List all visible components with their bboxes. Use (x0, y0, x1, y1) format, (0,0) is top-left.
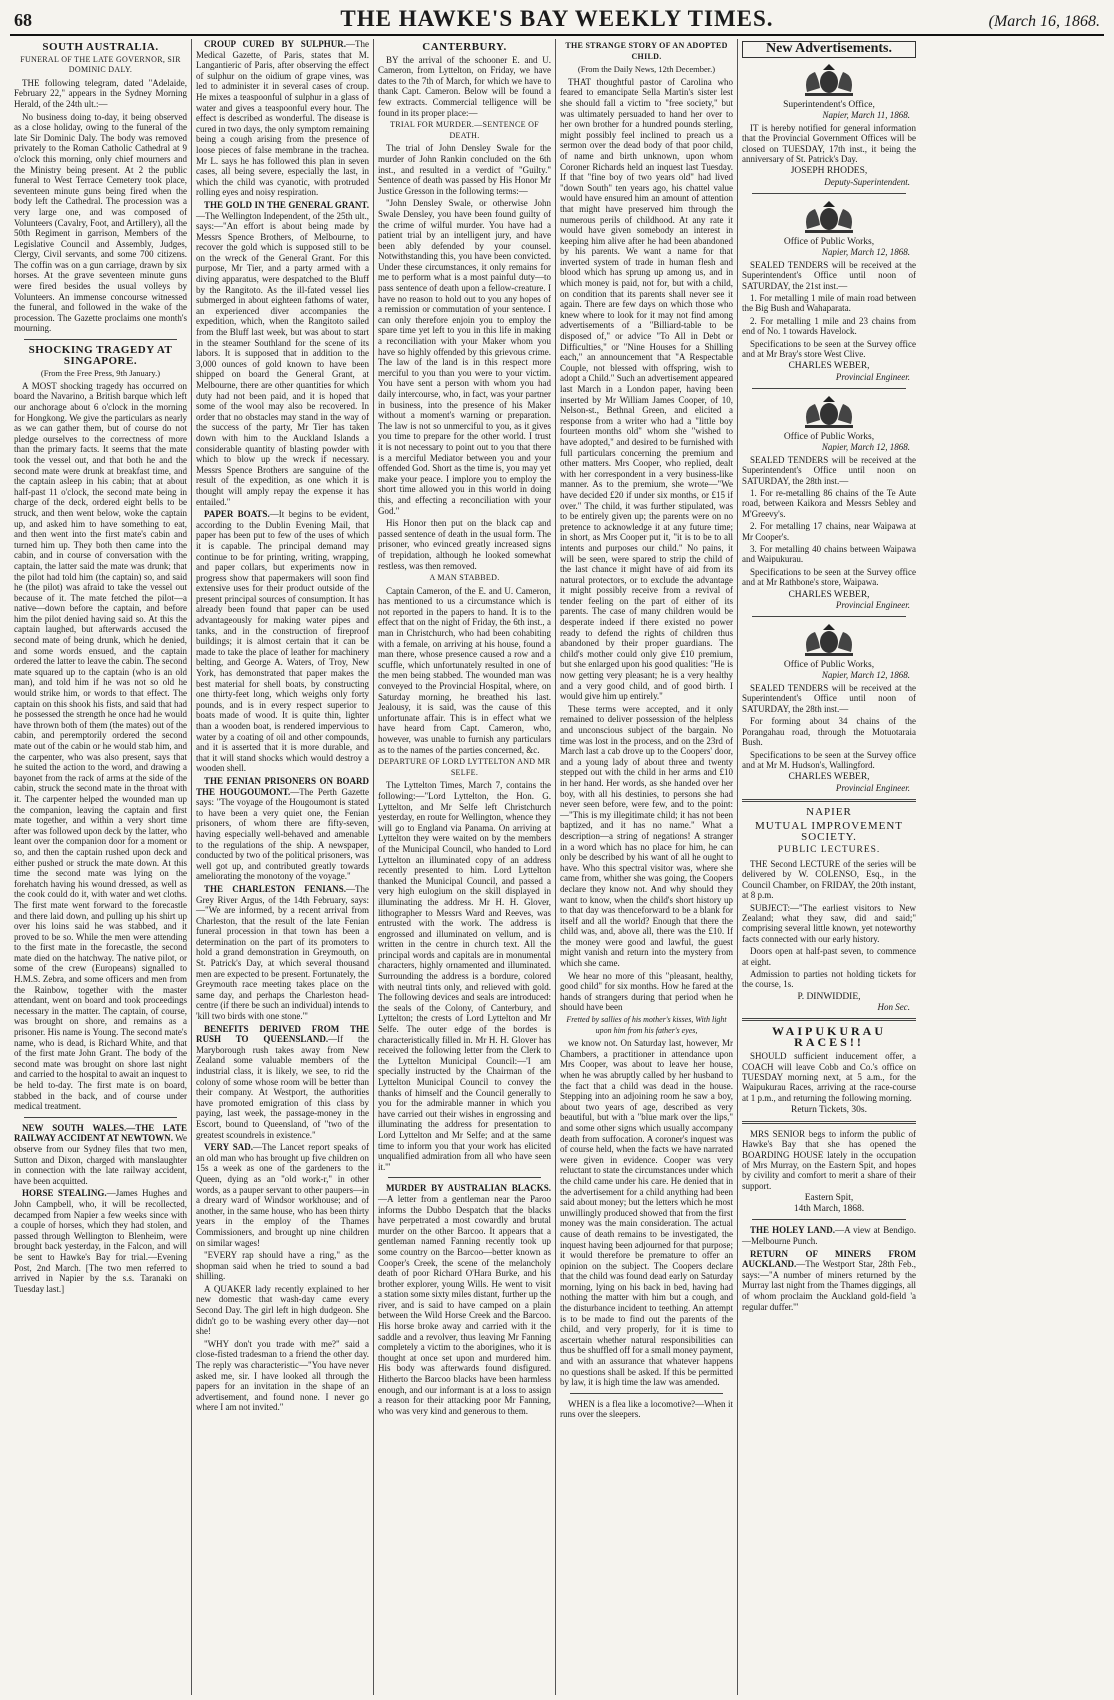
ad-body: SEALED TENDERS will be received at the Superintendent's Office until noon on SATURDAY, the 28th inst.— (742, 454, 916, 486)
ad-signature-title: Deputy-Superintendent. (824, 177, 910, 187)
article-paragraph: we know not. On Saturday last, however, Mr Chambers, a practitioner in attendance upon Mrs Cooper, was about to leave her house, when he was abruptly called by her husband to the fact that a child was dead in the house. Stepping into an adjoining room he saw a boy, about two years of age, described as very beautiful, but with a "blue mark over the lips," and some other signs which usually accompany death from suffocation. A coroner's inquest was of course held, when the facts we have narrated were given in evidence. Cooper was very reluctant to state the circumstances under which the child came under his care. He denied that in the advertisement for a child anything had been said about money; but the letters which he most unwillingly produced showed that from the first money was the main consideration. The actual cause of death remains to be investigated, the inquest having been adjourned for that purpose; it would therefore be premature to offer an opinion on the subject. The Coopers declare that the child was found dead early on Saturday morning, lying on his back in bed, having had nothing the matter with him but a cough, and the disturbance incident to teething. An attempt is to be made to find out the parents of the child, and very properly, for it is time to ascertain whether natural responsibilities can thus be shuffled off for a small money payment, and with an assurance that whatever happens no questions shall be asked. If this be permitted by law, it is high time the law was amended. (560, 1038, 733, 1388)
ad-date: Napier, March 12, 1868. (821, 442, 910, 453)
ad-list-item: 2. For metalling 17 chains, near Waipawa at Mr Cooper's. (742, 521, 916, 542)
news-item: VERY SAD.—The Lancet report speaks of an old man who has brought up five children on 15s a week as one of the gardeners to the Queen, dying as an "old work-r," in other words, as a pauper servant to other paupers—in a dreary ward of Windsor workhouse; and of another, in the same house, who has been thirty years in the employ of the Thames Commissioners, and brought up nine children on similar wages! (196, 1142, 369, 1248)
ad-office: Office of Public Works, (783, 431, 875, 442)
news-item: HORSE STEALING.—James Hughes and John Campbell, who, it will be recollected, decamped from Napier a few weeks since with a couple of horses, which they had stolen, and passed through Wellington to Blenheim, were brought back yesterday, in the Falcon, and will be sent to Hawke's Bay for trial.—Evening Post, 2nd March. [The two men referred to arrived in Napier by the s.s. Taranaki on Tuesday last.] (14, 1188, 187, 1294)
joke: WHEN is a flea like a locomotive?—When it runs over the sleepers. (560, 1398, 733, 1420)
article-paragraph: Captain Cameron, of the E. and U. Cameron, has mentioned to us a circumstance which is not reported in the papers to hand. It is to the effect that on the night of Friday, the 6th inst., a man in Christchurch, who had been cohabiting with a female, on arriving at his house, found a man there, whose presence caused a row and a scuffle, which unfortunately resulted in one of the men being stabbed. The wounded man was conveyed to the Provincial Hospital, where, on Saturday morning, he breathed his last. Jealousy, it is said, was the cause of this unfortunate affair. This is in effect what we have heard from Capt. Cameron, who, however, was unable to furnish any particulars as to the names of the parties concerned, &c. (378, 585, 551, 755)
ad-date: Napier, March 12, 1868. (821, 670, 910, 681)
newspaper-title: THE HAWKE'S BAY WEEKLY TIMES. (340, 6, 774, 31)
ad-body: Doors open at half-past seven, to commence at eight. (742, 946, 916, 967)
ad-date: Napier, March 11, 1868. (822, 110, 910, 121)
column-1 (10, 39, 192, 1695)
ad-signature-title: Provincial Engineer. (835, 782, 910, 793)
ad-body: Specifications to be seen at the Survey office and at Mr M. Hudson's, Wallingford. (742, 749, 916, 770)
column-5 (738, 39, 920, 1695)
sub-heading: TRIAL FOR MURDER.—SENTENCE OF DEATH. (390, 120, 539, 140)
section-heading: SHOCKING TRAGEDY AT SINGAPORE. (28, 344, 173, 367)
divider (752, 616, 906, 617)
ad-signature: P. DINWIDDIE, (797, 991, 861, 1002)
ad-body: Specifications to be seen at the Survey office and at Mr Bray's store West Clive. (742, 338, 916, 360)
divider (570, 1393, 723, 1394)
news-item: A QUAKER lady recently explained to her new domestic that wash-day came every Second Day. The girl left in high dudgeon. She didn't go to be washing every other day—not she! (196, 1283, 369, 1337)
advertisement (742, 622, 916, 794)
ad-signature: CHARLES WEBER, (788, 361, 870, 372)
section-heading: THE STRANGE STORY OF AN ADOPTED CHILD. (565, 41, 728, 61)
ad-date: Napier, March 12, 1868. (821, 247, 910, 258)
sub-heading: DEPARTURE OF LORD LYTTELTON AND MR SELFE. (378, 757, 551, 777)
columns (10, 39, 1104, 1695)
divider (24, 1117, 177, 1118)
ad-office: Office of Public Works, (783, 659, 875, 670)
ad-body: IT is hereby notified for general information that the Provincial Government Offices will be closed on TUESDAY, 17th inst., it being the anniversary of St. Patrick's Day. (742, 122, 916, 164)
ad-signature-title: Provincial Engineer. (835, 372, 910, 383)
ad-body: SHOULD sufficient inducement offer, a COACH will leave Cobb and Co.'s office on TUESDAY morning next, at 5 a.m., for the Waipukurau Races, arriving at the race-course at 1 p.m., and returning the following morning. (742, 1051, 916, 1103)
divider (752, 1219, 906, 1220)
ad-signature-title: Hon Sec. (877, 1002, 910, 1013)
news-item: "WHY don't you trade with me?" said a close-fisted tradesman to a friend the other day. The reply was characteristic—"You have never asked me, sir. I have looked all through the papers for an invitation in the shape of an advertisement, and found none. I never go where I am not invited." (196, 1338, 369, 1413)
divider (388, 1177, 541, 1178)
article-paragraph: BY the arrival of the schooner E. and U. Cameron, from Lyttelton, on Friday, we have dates to the 7th of March, for which we have to thank Capt. Cameron. Below will be found a few extracts. Commercial telligence will be found in its proper place:— (378, 54, 551, 118)
advertisement (742, 199, 916, 383)
divider (752, 388, 906, 389)
section-heading: SOUTH AUSTRALIA. (42, 41, 159, 53)
ad-signature-title: Provincial Engineer. (835, 600, 910, 611)
ad-body: SUBJECT:—"The earliest visitors to New Zealand; what they saw, did and said;" comprising several little known, yet noteworthy facts connected with our early history. (742, 902, 916, 944)
article-paragraph: THE following telegram, dated "Adelaide, February 22," appears in the Sydney Morning Herald, of the 24th ult.:— (14, 77, 187, 109)
royal-crest-icon (799, 394, 859, 430)
divider (742, 1121, 916, 1124)
article-paragraph: The Lyttelton Times, March 7, contains the following:—"Lord Lyttelton, the Hon. G. Lyttelton, and Mr Selfe left Christchurch yesterday, en route for Wellington, whence they will go to England via Panama. On arriving at Lyttelton they were waited on by the members of the Municipal Council, who handed to Lord Lyttelton an illuminated copy of an address recently presented to him. Lord Lyttelton thanked the Municipal Council, and passed a very high eulogium on the skill displayed in illuminating the address. Mr H. H. Glover, lithographer to Messrs Ward and Reeves, was entrusted with the work. The address is engrossed and illuminated on vellum, and is written in the centre in church text. All the principal words and capitals are in monumental characters, highly ornamented and illuminated. Surrounding the address is a bordure, colored with neutral tints only, and relieved with gold. The following devices and seals are introduced: the seals of the Colony, of Canterbury, and Lyttelton; the crests of Lord Lyttelton and Mr Selfe. The outer edge of the bordes is characteristically filled in. Mr H. H. Glover has received the following letter from the Clerk to the Lyttelton Municipal Council:—'I am specially instructed by the Chairman of the Lyttelton Municipal Council to convey the thanks of himself and the Council generally to you for the admirable manner in which you have carried out their wishes in engrossing and illuminating the address for presentation to Lord Lyttelton and Mr Selfe; and at the same time to inform you that your work has elicited unqualified admiration from all who have seen it.'" (378, 780, 551, 1172)
ad-date: 14th March, 1868. (793, 1203, 865, 1214)
article-paragraph: We hear no more of this "pleasant, healthy, good child" for six months. How he fared at the hands of strangers during that period when he should have been (560, 970, 733, 1013)
ad-body: Admission to parties not holding tickets for the course, 1s. (742, 968, 916, 990)
divider (742, 1018, 916, 1021)
ad-title: WAIPUKURAU RACES!! (772, 1023, 886, 1049)
news-item: CROUP CURED BY SULPHUR.—The Medical Gazette, of Paris, states that M. Langantieric of Paris, after observing the effect of sulphur on the oidium of grape vines, was led to administer it in several cases of croup. He mixes a teaspoonful of sulphur in a glass of water and gives a teaspoonful every hour. The effect is described as wonderful. The disease is cured in two days, the only symptom remaining being a cough arising from the presence of loose pieces of false membrane in the trachea. Mr L. says he has followed this plan in seven cases, all being severe, especially the last, in which the child was cyanotic, with protruded rolling eyes and noisy respiration. (196, 39, 369, 198)
advertisement (742, 394, 916, 611)
ad-signature: JOSEPH RHODES, (790, 166, 868, 177)
masthead (10, 6, 1104, 36)
source-line: (From the Free Press, 9th January.) (40, 368, 161, 379)
ad-office: Office of Public Works, (783, 236, 875, 247)
ad-list-item: 1. For metalling 1 mile of main road between the Big Bush and Wahaparata. (742, 293, 916, 314)
ad-signature: CHARLES WEBER, (788, 589, 870, 600)
advertisement (742, 1023, 916, 1116)
advertisement (742, 1129, 916, 1215)
ad-list-item: 2. For metalling 1 mile and 23 chains from end of No. 1 towards Havelock. (742, 315, 916, 337)
advertisement (742, 62, 916, 188)
ad-body: Specifications to be seen at the Survey office and at Mr Rathbone's store, Waipawa. (742, 566, 916, 588)
ad-body: SEALED TENDERS will be received at the Superintendent's Office until noon of SATURDAY, the 21st inst.— (742, 259, 916, 291)
ad-list-item: For forming about 34 chains of the Porangahau road, through the Motuotaraia Bush. (742, 716, 916, 748)
news-item: MURDER BY AUSTRALIAN BLACKS.—A letter from a gentleman near the Paroo informs the Dubbo Despatch that the blacks have perpetrated a most cowardly and brutal murder on the other Barcoo. It appears that a gentleman named Fanning recently took up some country on the Barcoo—better known as Cooper's Creek, the scene of the melancholy death of poor Richard O'Hara Burke, and his brother explorer, young Wills. He went to visit a station some sixty miles distant, further up the river, and is said to have camped on a plain between the Wild Horse Creek and the Barcoo. His horse broke away and carried with it the saddle and a revolver, thus leaving Mr Fanning completely a victim to the aborigines, who it is thought at once set upon and murdered him. His body was afterwards found disfigured. Hitherto the Barcoo blacks have been harmless enough, and our informant is at a loss to assign a reason for their attacking poor Mr Fanning, who was very kind and generous to them. (378, 1183, 551, 1416)
article-paragraph: No business doing to-day, it being observed as a close holiday, owing to the funeral of the late Sir Dominic Daly. The body was removed privately to the Roman Catholic Cathedral at 9 o'clock this morning, only chief mourners and the Ministry being present. At 2 the public funeral to West Terrace Cemetery took place, seventeen minute guns being fired when the body left the Cathedral. The procession was a very large one, and was composed of Volunteers (Cavalry, Foot, and Artillery), all the 50th Regiment in garrison, Members of the Legislative Council and Assembly, Judges, Clergy, Civil servants, and some 700 citizens. The coffin was on a gun carriage, drawn by six horses. At the grave seventeen minute guns were fired besides the usual volleys by Volunteers. An immense concourse witnessed the funeral, and followed in the wake of the procession. The Gazette proclaims one month's mourning. (14, 111, 187, 334)
article-paragraph: The trial of John Densley Swale for the murder of John Rankin concluded on the 6th inst., and resulted in a verdict of "Guilty." Sentence of death was passed by His Honor Mr Justice Gresson in the following terms:— (378, 143, 551, 196)
ad-title: NAPIER (806, 805, 852, 818)
column-4 (556, 39, 738, 1695)
royal-crest-icon (799, 199, 859, 235)
news-item: NEW SOUTH WALES.—THE LATE RAILWAY ACCIDENT AT NEWTOWN. We observe from our Sydney files that two men, Sutton and Dixon, charged with manslaughter in connection with the late railway accident, have been acquitted. (14, 1122, 187, 1186)
ad-signature: CHARLES WEBER, (788, 772, 870, 783)
ad-list-item: 3. For metalling 40 chains between Waipawa and Waipukurau. (742, 544, 916, 565)
article-paragraph: THAT thoughtful pastor of Carolina who feared to emancipate Sella Martin's sister lest she should fall a victim to "free society," but was ultimately persuaded to hand her over to her own brother for a hundred pounds sterling, might possibly feel inclined to preach us a sermon over the dead body of that poor child, of name and birth unknown, upon whom Coroner Richards held an inquest last Tuesday. If that "fine boy of two years old" had lived "down South" ten years ago, his chattel value would have ensured him an amount of attention that might have preserved him through the numerous perils of childhood. At any rate it would have given somebody an interest in keeping him alive after he had been abandoned by his parents. We want a name for that inverted system of trade in human flesh and blood which has sprung up among us, and in which money is paid, not for, but with a child, on condition that its parents shall never see it again. There are few days on which those who knew where to look for it may not find among advertisements of a "Billiard-table to be disposed of," or advice "To All in Debt or Difficulties," or "Nine Houses for a Shilling each," an announcement that "A Respectable Couple, not blessed with offspring, wish to adopt a Child." Such an advertisement appeared last March in a London paper, having been inserted by Mr William James Cooper, of 10, Nelson-st., Bethnal Green, and elicited a response from a writer who had a "little boy fourteen months old" whom she "wished to have adopted," and desired to be furnished with full particulars concerning the premium and other matters. Mrs Cooper, who replied, dealt with her correspondent in a very business-like manner. As to the premium, she wrote—"We have decided £20 if under six months, or £15 if over." The child, it was further stipulated, was to be entirely given up; the parents were on no pretence to acknowledge it at any future time; in short, as Mrs Cooper put it, "it is to be to all intents and purposes our child." No pains, it will be seen, were spared to strip the child of the last chance it might have of aid from its natural protectors, or to exclude the advantage it might possibly receive from a revival of tender feeling on the part of either of its parents. The case of many children would be desperate indeed if there existed no power ready to defend the rights of children thus abandoned by their proper guardians. The child's mother could only give £10 premium, but she enlarged upon his good qualities: "He is now getting very pleasant; he is a very healthy and a very good child, and of good birth. I would give him up entirely." (560, 76, 733, 702)
divider (742, 799, 916, 802)
news-item: RETURN OF MINERS FROM AUCKLAND.—The Westport Star, 28th Feb., says:—"A number of miners returned by the Murray last night from the Thames diggings, all of whom proclaim the Auckland gold-field 'a regular duffer.'" (742, 1248, 916, 1312)
article-paragraph: His Honor then put on the black cap and passed sentence of death in the usual form. The prisoner, who evinced greatly increased signs of trepidation, although he looked somewhat restless, was then removed. (378, 518, 551, 571)
divider (24, 339, 177, 340)
news-item: THE HOLEY LAND.—A view at Bendigo.—Melbourne Punch. (742, 1225, 916, 1246)
column-2 (192, 39, 374, 1695)
issue-date: (March 16, 1868. (988, 13, 1100, 30)
news-item: THE FENIAN PRISONERS ON BOARD THE HOUGOUMONT.—The Perth Gazette says: "The voyage of the Hougoumont is stated to have been a very quiet one, the Fenian prisoners, of whom there are fifty-seven, having especially well-behaved and amenable to the regulations of the ship. A newspaper, conducted by two of the political prisoners, was well got up, and contributed greatly towards ameliorating the monotony of the voyage." (196, 775, 369, 882)
divider (752, 193, 906, 194)
ad-body: MRS SENIOR begs to inform the public of Hawke's Bay that she has opened the BOARDING HOUSE lately in the occupation of Mrs Murray, on the Eastern Spit, and hopes by civility and comfort to merit a share of their support. (742, 1128, 916, 1191)
news-item: "EVERY rap should have a ring," as the shopman said when he tried to sound a bad shilling. (196, 1250, 369, 1282)
sub-heading: FUNERAL OF THE LATE GOVERNOR, SIR DOMINIC DALY. (20, 54, 181, 75)
source-line: (From the Daily News, 12th December.) (577, 64, 716, 75)
advertisements-heading: New Advertisements. (742, 41, 916, 58)
royal-crest-icon (799, 62, 859, 98)
column-3 (374, 39, 556, 1695)
article-paragraph: A MOST shocking tragedy has occurred on board the Navarino, a British barque which left our anchorage about 6 o'clock in the morning for Hongkong. We give the particulars as nearly as we can gather them, but of course do not pledge ourselves to the correctness of more than the primary facts. It seems that the mate took the vessel out, and that both he and the second mate were drunk at breakfast time, and the captain asleep in his cabin; that at about half-past 11 o'clock, the second mate being in charge of the deck, ordered eight bells to be struck, and then went below, woke the captain up, and asked him to have something to eat, and then went into the first mate's cabin and turned him up. They both then came into the cabin, and in course of conversation with the captain, the latter said the mate was drunk; that the pilot had told him (the captain) so, and said he (the pilot) was afraid to take the vessel out because of it. The mate fetched the pilot—a native—down before the captain, and before him the pilot denied having said so. At this the captain laughed, but afterwards accused the second mate of being drunk, which he denied, and some words ensued, and the captain ordered the latter to leave the cabin. The second mate squared up to the captain (who is an old man), and told him if he was not so old he would strike him, or words to that effect. The captain on this shook his fists, and said that had he possessed the strength he once had he would have thrown both of them (the mates) out of the cabin, and peremptorily ordered the second mate out of the cabin or he would stab him, and the carpenter, who was also present, says that he suited the action to the word, and drawing a bayonet from the rack of arms at the side of the cabin, struck the second mate in the throat with it. The carpenter helped the wounded man up the companion, leaving the captain and first mate together, and within a very short time after was followed upon deck by the latter, who leant over the companion door for a moment or so, and then the captain rushed upon deck and either pushed or struck the mate down. At this time the second mate was lying on the forehatch having his wound dressed, as well as the cook could do it, with water and wet cloths. The first mate went forward to the forecastle and there laid down, and pulling up his shirt up over his loins said he was stabbed, and it proved to be so. While the men were attending to the first mate in the forecastle, the second mate died on the hatchway. The native pilot, or some of the crew (Europeans) signalled to H.M.S. Zebra, and some officers and men from the Rainbow, together with the master attendant, went on board and took proceedings necessary in the matter. The captain, of course, was brought on shore, and remains as a prisoner. His name is Young. The second mate's name, who is dead, is Richard White, and that of the first mate John Grant. The body of the second mate was brought on shore last night and carried to the hospital to await an inquest to be held to-day. The first mate is on board, stabbed in the back, and of course under medical treatment. (14, 380, 187, 1112)
news-item: PAPER BOATS.—It begins to be evident, according to the Dublin Evening Mail, that paper has been put to few of the uses of which it is capable. The principal demand may continue to be for printing, writing, wrapping, and paper collars, but experiments now in progress show that papermakers will soon find extensive uses for their product outside of the present principal sources of consumption. It has already been found that paper can be used advantageously for making water pipes and tanks, and in the construction of fireproof buildings; it is almost certain that it can be made to take the place of leather for machinery belting, and George A. Waters, of Troy, New York, has demonstrated that paper makes the best material for shell boats, by constructing one thirty-feet long, which weighs only forty pounds, and is in every respect superior to boats made of wood. It is quite thin, lighter than a wooden boat, is rendered impervious to water by a coating of oil and other compounds, and it is asserted that it is more durable, and that it will stand shocks which would destroy a wooden shell. (196, 509, 369, 774)
ad-list-item: 1. For re-metalling 86 chains of the Te Aute road, between Kaikora and Messrs Sebley and M'Greevy's. (742, 488, 916, 519)
section-heading: CANTERBURY. (422, 41, 507, 53)
news-item: THE GOLD IN THE GENERAL GRANT.—The Wellington Independent, of the 25th ult., says:—"An effort is about being made by Messrs Spence Brothers, of Melbourne, to recover the gold which is supposed still to be on the wreck of the General Grant. For this purpose, Mr Tier, and a party armed with a diving apparatus, were despatched to the Bluff by the Rangitoto. As the ill-fated vessel lies submerged in about eighteen fathoms of water, an experienced diver accompanies the expedition, which, when the Rangitoto sailed from the Bluff last week, but was about to start in the steamer Southland for the scene of its labors. It is supposed that in addition to the 3,000 ounces of gold known to have been shipped on board the General Grant, at Melbourne, there are other quantities for which duty had not been paid, and it is hoped that some of the wool may also be recovered. In order that no obstacles may stand in the way of the success of the party, Mr Tier has taken down with him to the Auckland Islands a considerable quantity of blasting powder with which to blow up the wreck if necessary. Messrs Spence Brothers are sanguine of the result of the expedition, as one which it is thought will amply repay the expense it has entailed." (196, 199, 369, 507)
advertisement (742, 807, 916, 1013)
royal-crest-icon (799, 622, 859, 658)
ad-body: Return Tickets, 30s. (790, 1105, 867, 1116)
ad-body: THE Second LECTURE of the series will be delivered by W. COLENSO, Esq., in the Council Chamber, on FRIDAY, the 20th instant, at 8 p.m. (742, 858, 916, 901)
article-paragraph: "John Densley Swale, or otherwise John Swale Densley, you have been found guilty of the crime of wilful murder. You have had a patient trial by an intelligent jury, and have been ably defended by your counsel. Notwithstanding this, you have been convicted. Under these circumstances, it only remains for me to perform what is a most painful duty—to pass sentence of death upon a fellow-creature. I have no reason to hold out to you any hopes of a remission or commutation of your sentence. I can only therefore enjoin you to employ the spare time yet left to you in this life in making a reconciliation with your Maker whom you have so highly offended by this grievous crime. The law of the land is in this respect more merciful to you than you were to your victim. You have sent a person with whom you had daily intercourse, who, in fact, was your partner in business, into the presence of his Maker without a moment's warning or preparation. The law is not so unmerciful to you, as it gives you time to prepare for the other world. I trust it is not necessary to point out to you that there is a merciful Mediator between you and your offended God. Short as the time is, you may yet make your peace. I implore you to employ the short time allowed you in this world in doing this, and effecting a reconciliation with your God." (378, 198, 551, 516)
ad-office: Superintendent's Office, (783, 99, 875, 110)
verse-quote: Fretted by sallies of his mother's kisses, With light upon him from his father's eyes, (566, 1015, 727, 1035)
ad-title: MUTUAL IMPROVEMENT SOCIETY. (754, 820, 904, 843)
ad-signature: Eastern Spit, (804, 1193, 854, 1204)
ad-body: SEALED TENDERS will be received at the Superintendent's Office until noon of SATURDAY, the 28th inst.— (742, 683, 916, 714)
ad-subtitle: PUBLIC LECTURES. (777, 845, 881, 856)
news-item: THE CHARLESTON FENIANS.—The Grey River Argus, of the 14th February, says:—"We are informed, by a recent arrival from Charleston, that the result of the late Fenian funeral procession in that town has been a determination on the part of its promoters to hold a grand demonstration in Greymouth, on St. Patrick's Day, at which several thousand men are expected to be present. Fortunately, the Greymouth race meeting takes place on the same day, and perhaps the Charleston head-centre (if there be such an individual) intends to 'kill two birds with one stone.'" (196, 883, 369, 1022)
page-number: 68 (14, 10, 32, 30)
article-paragraph: These terms were accepted, and it only remained to deliver possession of the helpless and unconscious subject of the bargain. No time was lost in the process, and on the 23rd of March last a cab drove up to the Coopers' door, and a young lady of about three and twenty stepped out with the child in her arms and £10 in her hand. Her words, as she handed over her boy, with all his destinies, to persons she had never seen before, were few, and to the point:—"This is my illegitimate child; it has not been baptized, and it has no name." What a description—a string of negations! A stranger in a word which has no place for him, he can only be described by his want of all he ought to have. Who this spectral visitor was, where she came from, whither she was going, the Coopers declare they know not. And why should they want to know, when the child's short history up to that day was thenceforward to be a blank for itself and all the world? Enough that there the child was, and, above all, there was the £10. If the money were good and lawful, the guest might vanish and return into the mystery from which she came. (560, 703, 733, 969)
sub-heading: A MAN STABBED. (429, 573, 500, 583)
news-item: BENEFITS DERIVED FROM THE RUSH TO QUEENSLAND.—If the Maryborough rush takes away from New Zealand some valuable members of the industrial class, it is likely, we see, to rid the colony of some whose room will be better than their company. At Westport, the authorities have promoted emigration of this class by paying, last week, the passage-money in the Escort, bound to Queensland, of "two of the greatest scoundrels in existence." (196, 1023, 369, 1140)
